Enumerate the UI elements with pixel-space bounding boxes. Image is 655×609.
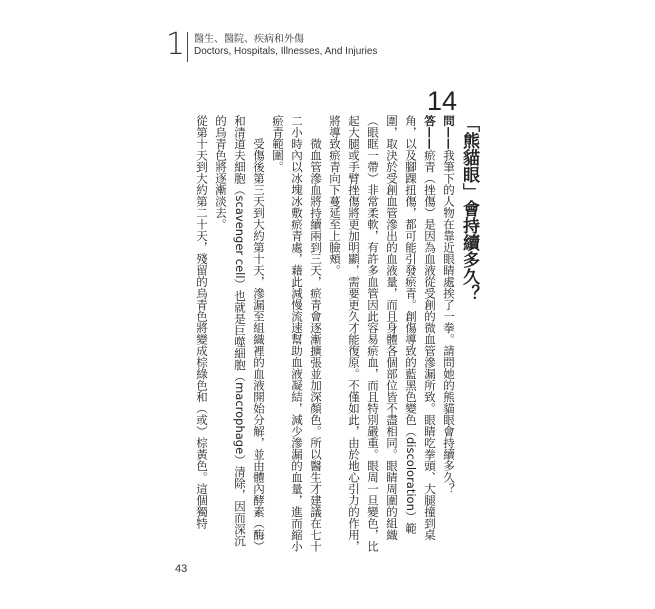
header-divider: [187, 32, 188, 62]
chapter-title-en: Doctors, Hospitals, Illnesses, And Injuries: [194, 46, 378, 57]
section-number: 14: [427, 86, 458, 116]
answer-paragraph-4: 從第十天到大約第二十天，殘留的烏青色將變成棕綠色和（或）棕黃色。這個獨特: [195, 115, 209, 529]
answer-paragraph-text: 瘀青（挫傷）是因為血液從受創的微血管滲漏所致。眼睛吃拳頭、大腿撞到桌角，以及腳踝扭傷，都可能引發瘀青。創傷導致的藍黑色變色（discoloration）範圍，取決於受創血管滲出的血液量，而且身體各個部位皆不盡相同。眼睛周圍的組織（眼眶一帶）非常柔軟，有許多血管因此容易瘀血，而且特別嚴重。眼周一旦變色，比起大腿或手臂挫傷將更加明顯，需要更久才能復原。不僅如此，由於地心引力的作用，將導致瘀青向下蔓延至上臉頰。: [328, 115, 437, 552]
question-label: 問——: [442, 115, 456, 150]
page-number: 43: [175, 563, 188, 575]
answer-block: [192, 115, 439, 555]
vertical-text-body: [160, 115, 480, 555]
answer-paragraph-2: 微血管滲血將持續兩到三天，瘀青會逐漸擴張並加深顏色。所以醫生才建議在七十二小時內以冰塊冰敷瘀青處，藉此減慢流速幫助血液凝結，減少滲漏的血量，進而縮小瘀青範圍。: [271, 115, 323, 552]
answer-label: 答——: [423, 115, 437, 150]
chapter-number: 1: [166, 27, 186, 62]
question-text: 我筆下的人物在靠近眼睛處挨了一拳。請問她的熊貓眼會持續多久？: [442, 149, 456, 495]
section-title: 「熊貓眼」會持續多久？: [459, 115, 479, 302]
answer-paragraph-3: 受傷後第三天到大約第十天，滲漏至組織裡的血液開始分解，並由體內酵素（酶）和清道夫細胞（scavenger cell）也就是巨噬細胞（macrophage）清除，因而深沉的烏青色將逐漸淡去。: [214, 115, 266, 552]
question-block: [439, 115, 458, 543]
answer-paragraph-1: [325, 115, 439, 555]
chapter-title-zh: 醫生、醫院、疾病和外傷: [194, 34, 304, 45]
